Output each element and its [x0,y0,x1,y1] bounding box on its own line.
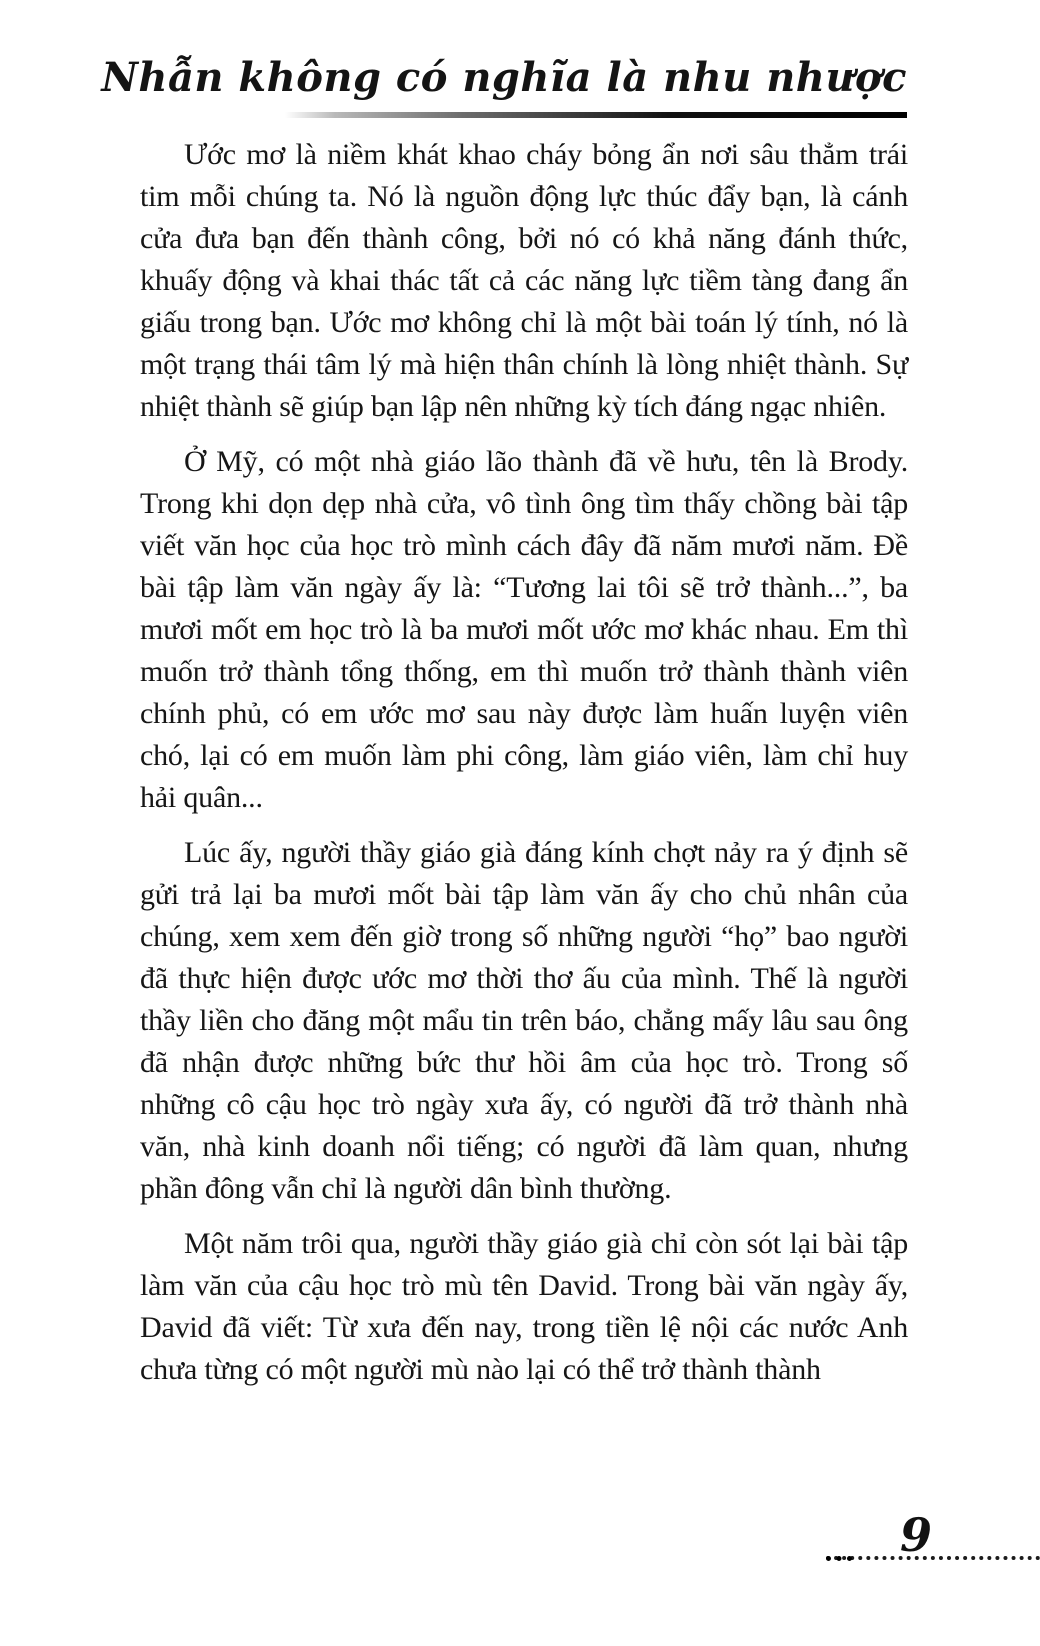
paragraph-4: Một năm trôi qua, người thầy giáo già chỉ còn sót lại bài tập làm văn của cậu học trò mù tên David. Trong bài văn ngày ấy, David đã viết: Từ xưa đến nay, trong tiền lệ nội các nước Anh chưa từng có một người mù nào lại có thể trở thành thành [140,1227,908,1386]
paragraph-1: Ước mơ là niềm khát khao cháy bỏng ẩn nơi sâu thẳm trái tim mỗi chúng ta. Nó là nguồn động lực thúc đẩy bạn, là cánh cửa đưa bạn đến thành công, bởi nó có khả năng đánh thức, khuấy động và khai thác tất cả các năng lực tiềm tàng đang ẩn giấu trong bạn. Ước mơ không chỉ là một bài toán lý tính, nó là một trạng thái tâm lý mà hiện thân chính là lòng nhiệt thành. Sự nhiệt thành sẽ giúp bạn lập nên những kỳ tích đáng ngạc nhiên. [140,138,908,423]
body-text [140,134,908,1404]
paragraph-2: Ở Mỹ, có một nhà giáo lão thành đã về hưu, tên là Brody. Trong khi dọn dẹp nhà cửa, vô tình ông tìm thấy chồng bài tập viết văn học của học trò mình cách đây đã năm mươi năm. Đề bài tập làm văn ngày ấy là: “Tương lai tôi sẽ trở thành...”, ba mươi mốt em học trò là ba mươi mốt ước mơ khác nhau. Em thì muốn trở thành tổng thống, em thì muốn trở thành thành viên chính phủ, có em ước mơ sau này được làm huấn luyện viên chó, lại có em muốn làm phi công, làm giáo viên, làm chỉ huy hải quân... [140,445,908,814]
paragraph-3: Lúc ấy, người thầy giáo già đáng kính chợt nảy ra ý định sẽ gửi trả lại ba mươi mốt bài tập làm văn ấy cho chủ nhân của chúng, xem xem đến giờ trong số những người “họ” bao người đã thực hiện được ước mơ thời thơ ấu của mình. Thế là người thầy liền cho đăng một mẩu tin trên báo, chẳng mấy lâu sau ông đã nhận được những bức thư hồi âm của học trò. Trong số những cô cậu học trò ngày xưa ấy, có người đã trở thành nhà văn, nhà kinh doanh nổi tiếng; có người đã làm quan, nhưng phần đông vẫn chỉ là người dân bình thường. [140,836,908,1205]
footer-dotted-rule [826,1556,1040,1560]
page-number: 9 [899,1508,932,1562]
header-underline-rule [285,112,907,118]
chapter-title: Nhẫn không có nghĩa là nhu nhược [101,54,907,101]
footer-dotted-rule-accent [826,1556,852,1561]
